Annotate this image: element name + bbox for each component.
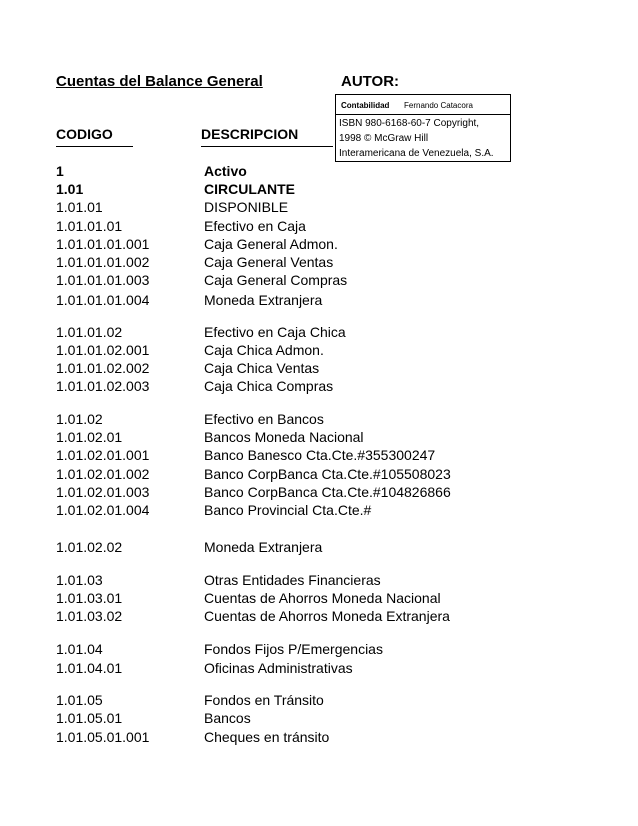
account-description: Banco CorpBanca Cta.Cte.#105508023 <box>204 466 451 482</box>
account-description: Cuentas de Ahorros Moneda Extranjera <box>204 608 450 624</box>
account-description: Fondos Fijos P/Emergencias <box>204 641 383 657</box>
account-code: 1.01.02.02 <box>56 539 123 555</box>
account-description: Activo <box>204 163 247 179</box>
account-code: 1.01.04.01 <box>56 660 123 676</box>
author-info-box <box>335 94 511 162</box>
account-code: 1.01.01 <box>56 199 103 215</box>
account-code: 1.01.03.01 <box>56 590 123 606</box>
account-code: 1.01.05.01.001 <box>56 729 150 745</box>
account-description: Caja General Compras <box>204 272 348 288</box>
isbn-copyright <box>339 116 509 161</box>
account-description: Banco Provincial Cta.Cte.# <box>204 502 372 518</box>
account-code: 1.01.05 <box>56 692 103 708</box>
account-description: Caja Chica Ventas <box>204 360 320 376</box>
account-code: 1.01.03.02 <box>56 608 123 624</box>
account-code: 1.01.03 <box>56 572 103 588</box>
account-description: DISPONIBLE <box>204 199 289 215</box>
account-description: Cheques en tránsito <box>204 729 330 745</box>
account-description: Caja Chica Compras <box>204 378 334 394</box>
account-code: 1.01.01.02.001 <box>56 342 150 358</box>
account-code: 1.01.02.01.002 <box>56 466 150 482</box>
account-code: 1.01.01.01 <box>56 218 123 234</box>
account-description: Cuentas de Ahorros Moneda Nacional <box>204 590 441 606</box>
account-code: 1.01.02.01 <box>56 429 123 445</box>
book-name: Contabilidad <box>341 101 390 110</box>
account-code: 1.01.01.01.004 <box>56 292 150 308</box>
account-code: 1.01.02.01.003 <box>56 484 150 500</box>
account-description: Caja Chica Admon. <box>204 342 324 358</box>
account-description: Caja General Admon. <box>204 236 338 252</box>
copyright-line: 1998 © McGraw Hill <box>339 133 429 144</box>
author-name: Fernando Catacora <box>404 101 473 110</box>
account-description: Moneda Extranjera <box>204 539 323 555</box>
account-description: Fondos en Tránsito <box>204 692 324 708</box>
account-code: 1.01.05.01 <box>56 710 123 726</box>
account-code: 1.01.02 <box>56 411 103 427</box>
account-description: Banco CorpBanca Cta.Cte.#104826866 <box>204 484 451 500</box>
page-title: Cuentas del Balance General <box>56 73 263 90</box>
autor-label: AUTOR: <box>341 73 400 90</box>
column-header-descripcion: DESCRIPCION <box>201 126 333 147</box>
account-code: 1.01.01.02.002 <box>56 360 150 376</box>
account-description: Efectivo en Caja <box>204 218 306 234</box>
publisher-line: Interamericana de Venezuela, S.A. <box>339 148 494 159</box>
account-code: 1.01.04 <box>56 641 103 657</box>
account-description: Moneda Extranjera <box>204 292 323 308</box>
account-description: CIRCULANTE <box>204 181 295 197</box>
isbn-line: ISBN 980-6168-60-7 Copyright, <box>339 118 480 129</box>
account-code: 1.01.01.02 <box>56 324 123 340</box>
account-description: Efectivo en Bancos <box>204 411 324 427</box>
account-code: 1.01 <box>56 181 84 197</box>
book-author-row <box>336 95 510 115</box>
account-code: 1.01.01.01.003 <box>56 272 150 288</box>
account-description: Otras Entidades Financieras <box>204 572 381 588</box>
account-description: Caja General Ventas <box>204 254 334 270</box>
account-code: 1.01.01.01.001 <box>56 236 150 252</box>
account-code: 1.01.02.01.004 <box>56 502 150 518</box>
column-header-codigo: CODIGO <box>56 126 133 147</box>
account-code: 1.01.01.02.003 <box>56 378 150 394</box>
account-description: Bancos Moneda Nacional <box>204 429 364 445</box>
account-code: 1.01.01.01.002 <box>56 254 150 270</box>
account-code: 1.01.02.01.001 <box>56 447 150 463</box>
account-description: Bancos <box>204 710 251 726</box>
account-description: Oficinas Administrativas <box>204 660 353 676</box>
account-description: Efectivo en Caja Chica <box>204 324 346 340</box>
account-code: 1 <box>56 163 64 179</box>
account-description: Banco Banesco Cta.Cte.#355300247 <box>204 447 436 463</box>
